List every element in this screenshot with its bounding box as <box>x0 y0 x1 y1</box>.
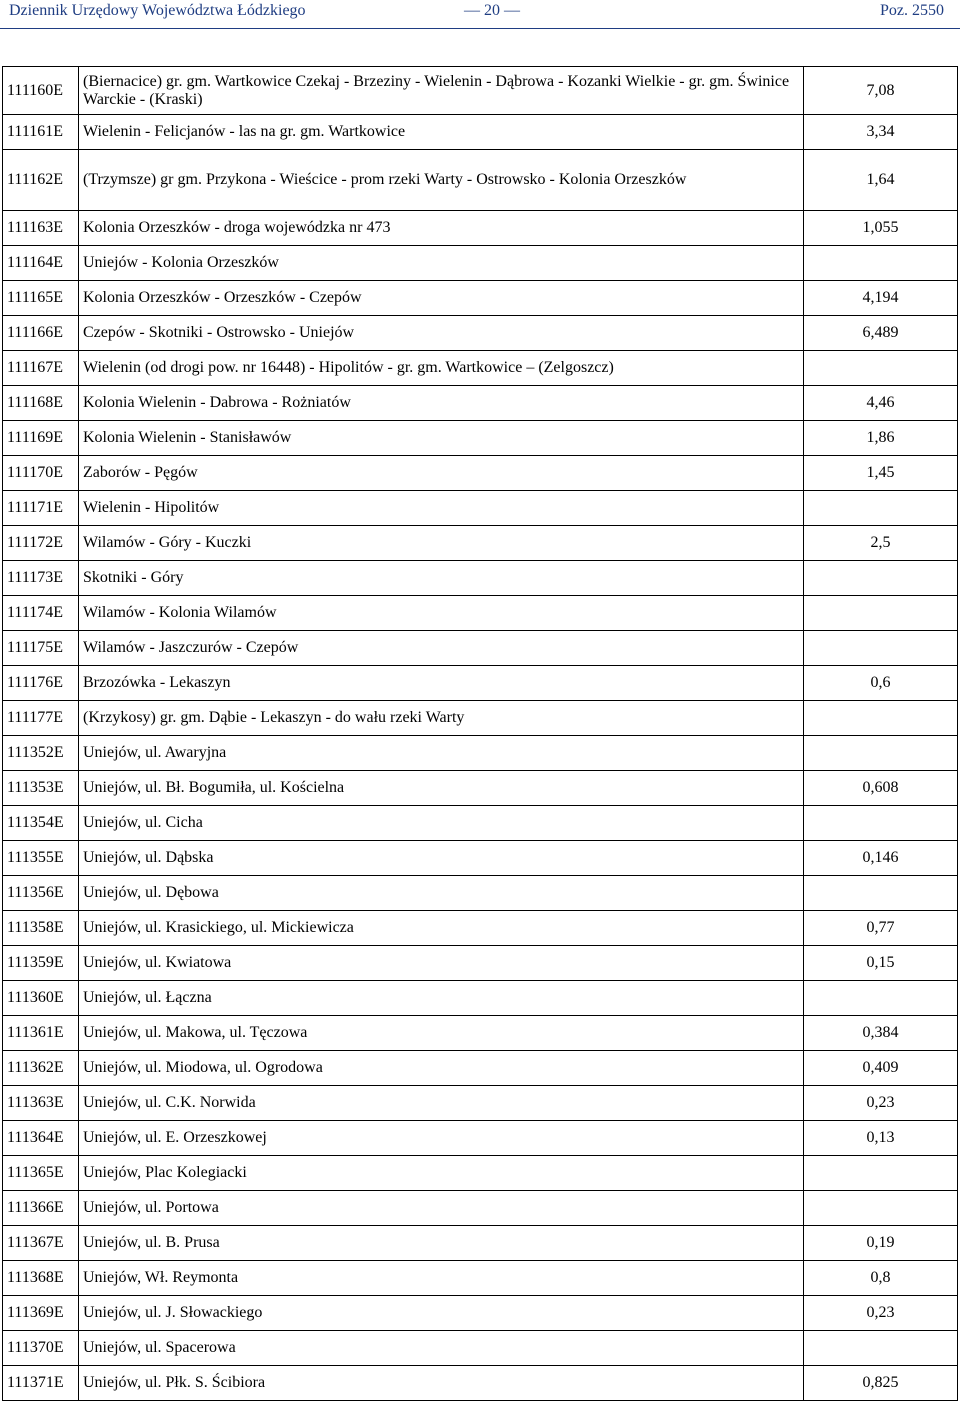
table-row <box>3 456 958 491</box>
road-description-cell: Uniejów, ul. Awaryjna <box>79 736 804 771</box>
road-length-cell: 6,489 <box>804 316 958 351</box>
road-description-cell: Uniejów, ul. Bł. Bogumiła, ul. Kościelna <box>79 771 804 806</box>
table-row <box>3 1191 958 1226</box>
road-length-cell <box>804 596 958 631</box>
table-row <box>3 771 958 806</box>
table-row <box>3 421 958 456</box>
road-description-cell: Uniejów, ul. C.K. Norwida <box>79 1086 804 1121</box>
road-code-cell: 111160E <box>3 67 79 115</box>
road-code-cell: 111172E <box>3 526 79 561</box>
road-description-cell: Uniejów, ul. Cicha <box>79 806 804 841</box>
road-length-cell: 1,64 <box>804 150 958 211</box>
road-length-cell: 0,77 <box>804 911 958 946</box>
road-description-cell: Uniejów, ul. Makowa, ul. Tęczowa <box>79 1016 804 1051</box>
road-length-cell <box>804 351 958 386</box>
road-length-cell: 0,384 <box>804 1016 958 1051</box>
road-code-cell: 111163E <box>3 211 79 246</box>
road-description-cell: Uniejów, ul. Krasickiego, ul. Mickiewicza <box>79 911 804 946</box>
road-code-cell: 111364E <box>3 1121 79 1156</box>
header-divider <box>0 28 960 29</box>
page-number: — 20 — <box>464 2 520 19</box>
table-row <box>3 876 958 911</box>
table-row <box>3 666 958 701</box>
road-length-cell: 0,15 <box>804 946 958 981</box>
road-length-cell <box>804 1156 958 1191</box>
road-code-cell: 111166E <box>3 316 79 351</box>
road-code-cell: 111354E <box>3 806 79 841</box>
table-row <box>3 911 958 946</box>
page-header <box>0 0 960 28</box>
road-code-cell: 111169E <box>3 421 79 456</box>
road-code-cell: 111173E <box>3 561 79 596</box>
table-row <box>3 351 958 386</box>
road-code-cell: 111176E <box>3 666 79 701</box>
table-row <box>3 526 958 561</box>
table-row <box>3 596 958 631</box>
table-row <box>3 281 958 316</box>
table-row <box>3 491 958 526</box>
road-code-cell: 111174E <box>3 596 79 631</box>
table-row <box>3 1051 958 1086</box>
road-length-cell: 0,13 <box>804 1121 958 1156</box>
road-length-cell: 1,45 <box>804 456 958 491</box>
table-row <box>3 701 958 736</box>
road-code-cell: 111363E <box>3 1086 79 1121</box>
table-row <box>3 1086 958 1121</box>
table-row <box>3 946 958 981</box>
road-description-cell: Kolonia Orzeszków - droga wojewódzka nr 473 <box>79 211 804 246</box>
road-length-cell: 0,146 <box>804 841 958 876</box>
road-length-cell <box>804 701 958 736</box>
road-length-cell: 0,825 <box>804 1366 958 1401</box>
table-row <box>3 386 958 421</box>
road-description-cell: Uniejów, ul. Dąbska <box>79 841 804 876</box>
road-length-cell <box>804 1191 958 1226</box>
road-code-cell: 111366E <box>3 1191 79 1226</box>
table-row <box>3 316 958 351</box>
road-code-cell: 111161E <box>3 115 79 150</box>
table-row <box>3 211 958 246</box>
table-row <box>3 1156 958 1191</box>
road-length-cell: 2,5 <box>804 526 958 561</box>
table-row <box>3 981 958 1016</box>
road-code-cell: 111175E <box>3 631 79 666</box>
road-length-cell: 4,194 <box>804 281 958 316</box>
road-length-cell: 1,055 <box>804 211 958 246</box>
road-description-cell: Kolonia Wielenin - Stanisławów <box>79 421 804 456</box>
road-description-cell: Uniejów, ul. B. Prusa <box>79 1226 804 1261</box>
road-description-cell: Wielenin (od drogi pow. nr 16448) - Hipolitów - gr. gm. Wartkowice – (Zelgoszcz) <box>79 351 804 386</box>
road-description-cell: Uniejów, ul. Płk. S. Ścibiora <box>79 1366 804 1401</box>
road-description-cell: Wielenin - Felicjanów - las na gr. gm. Wartkowice <box>79 115 804 150</box>
road-description-cell: Wilamów - Jaszczurów - Czepów <box>79 631 804 666</box>
road-description-cell: Uniejów - Kolonia Orzeszków <box>79 246 804 281</box>
road-code-cell: 111356E <box>3 876 79 911</box>
road-description-cell: Uniejów, ul. Portowa <box>79 1191 804 1226</box>
road-length-cell: 1,86 <box>804 421 958 456</box>
table-row <box>3 841 958 876</box>
road-length-cell <box>804 561 958 596</box>
road-length-cell <box>804 806 958 841</box>
road-length-cell <box>804 631 958 666</box>
road-code-cell: 111368E <box>3 1261 79 1296</box>
roads-table-body <box>3 67 958 1401</box>
road-code-cell: 111171E <box>3 491 79 526</box>
road-length-cell: 4,46 <box>804 386 958 421</box>
road-length-cell: 0,409 <box>804 1051 958 1086</box>
table-row <box>3 561 958 596</box>
road-code-cell: 111177E <box>3 701 79 736</box>
table-row <box>3 115 958 150</box>
road-length-cell: 0,6 <box>804 666 958 701</box>
road-code-cell: 111371E <box>3 1366 79 1401</box>
road-code-cell: 111362E <box>3 1051 79 1086</box>
road-length-cell: 0,23 <box>804 1086 958 1121</box>
road-code-cell: 111165E <box>3 281 79 316</box>
road-code-cell: 111352E <box>3 736 79 771</box>
road-length-cell <box>804 736 958 771</box>
road-length-cell <box>804 491 958 526</box>
road-length-cell: 0,23 <box>804 1296 958 1331</box>
road-description-cell: Uniejów, ul. Spacerowa <box>79 1331 804 1366</box>
road-code-cell: 111353E <box>3 771 79 806</box>
road-description-cell: Uniejów, ul. Miodowa, ul. Ogrodowa <box>79 1051 804 1086</box>
road-description-cell: Uniejów, ul. J. Słowackiego <box>79 1296 804 1331</box>
road-description-cell: Kolonia Orzeszków - Orzeszków - Czepów <box>79 281 804 316</box>
road-length-cell <box>804 981 958 1016</box>
table-row <box>3 1296 958 1331</box>
road-code-cell: 111360E <box>3 981 79 1016</box>
road-description-cell: (Biernacice) gr. gm. Wartkowice Czekaj - Brzeziny - Wielenin - Dąbrowa - Kozanki Wielkie - gr. gm. Świnice Warckie - (Kraski) <box>79 67 804 115</box>
road-code-cell: 111355E <box>3 841 79 876</box>
road-description-cell: Wilamów - Góry - Kuczki <box>79 526 804 561</box>
road-length-cell <box>804 876 958 911</box>
road-length-cell: 0,608 <box>804 771 958 806</box>
table-row <box>3 1331 958 1366</box>
road-code-cell: 111367E <box>3 1226 79 1261</box>
table-row <box>3 1366 958 1401</box>
road-code-cell: 111164E <box>3 246 79 281</box>
road-description-cell: Czepów - Skotniki - Ostrowsko - Uniejów <box>79 316 804 351</box>
road-description-cell: (Trzymsze) gr gm. Przykona - Wieścice - prom rzeki Warty - Ostrowsko - Kolonia Orzeszków <box>79 150 804 211</box>
road-code-cell: 111167E <box>3 351 79 386</box>
road-description-cell: (Krzykosy) gr. gm. Dąbie - Lekaszyn - do wału rzeki Warty <box>79 701 804 736</box>
road-code-cell: 111369E <box>3 1296 79 1331</box>
table-row <box>3 1016 958 1051</box>
road-description-cell: Uniejów, ul. Łączna <box>79 981 804 1016</box>
road-length-cell: 7,08 <box>804 67 958 115</box>
table-row <box>3 1226 958 1261</box>
road-length-cell: 3,34 <box>804 115 958 150</box>
road-code-cell: 111361E <box>3 1016 79 1051</box>
road-code-cell: 111365E <box>3 1156 79 1191</box>
table-row <box>3 736 958 771</box>
road-description-cell: Kolonia Wielenin - Dabrowa - Rożniatów <box>79 386 804 421</box>
road-description-cell: Uniejów, ul. E. Orzeszkowej <box>79 1121 804 1156</box>
table-row <box>3 806 958 841</box>
road-description-cell: Brzozówka - Lekaszyn <box>79 666 804 701</box>
road-description-cell: Wilamów - Kolonia Wilamów <box>79 596 804 631</box>
road-description-cell: Zaborów - Pęgów <box>79 456 804 491</box>
road-code-cell: 111370E <box>3 1331 79 1366</box>
road-description-cell: Uniejów, ul. Dębowa <box>79 876 804 911</box>
road-length-cell <box>804 1331 958 1366</box>
road-code-cell: 111170E <box>3 456 79 491</box>
roads-table <box>2 66 958 1401</box>
road-description-cell: Wielenin - Hipolitów <box>79 491 804 526</box>
table-row <box>3 150 958 211</box>
road-length-cell <box>804 246 958 281</box>
road-code-cell: 111168E <box>3 386 79 421</box>
road-description-cell: Uniejów, Wł. Reymonta <box>79 1261 804 1296</box>
position-number: Poz. 2550 <box>880 2 944 19</box>
table-row <box>3 67 958 115</box>
road-code-cell: 111358E <box>3 911 79 946</box>
road-code-cell: 111359E <box>3 946 79 981</box>
road-code-cell: 111162E <box>3 150 79 211</box>
table-row <box>3 1121 958 1156</box>
road-length-cell: 0,8 <box>804 1261 958 1296</box>
journal-title: Dziennik Urzędowy Województwa Łódzkiego <box>9 2 306 19</box>
table-row <box>3 1261 958 1296</box>
road-length-cell: 0,19 <box>804 1226 958 1261</box>
table-row <box>3 246 958 281</box>
road-description-cell: Skotniki - Góry <box>79 561 804 596</box>
road-description-cell: Uniejów, ul. Kwiatowa <box>79 946 804 981</box>
table-row <box>3 631 958 666</box>
road-description-cell: Uniejów, Plac Kolegiacki <box>79 1156 804 1191</box>
